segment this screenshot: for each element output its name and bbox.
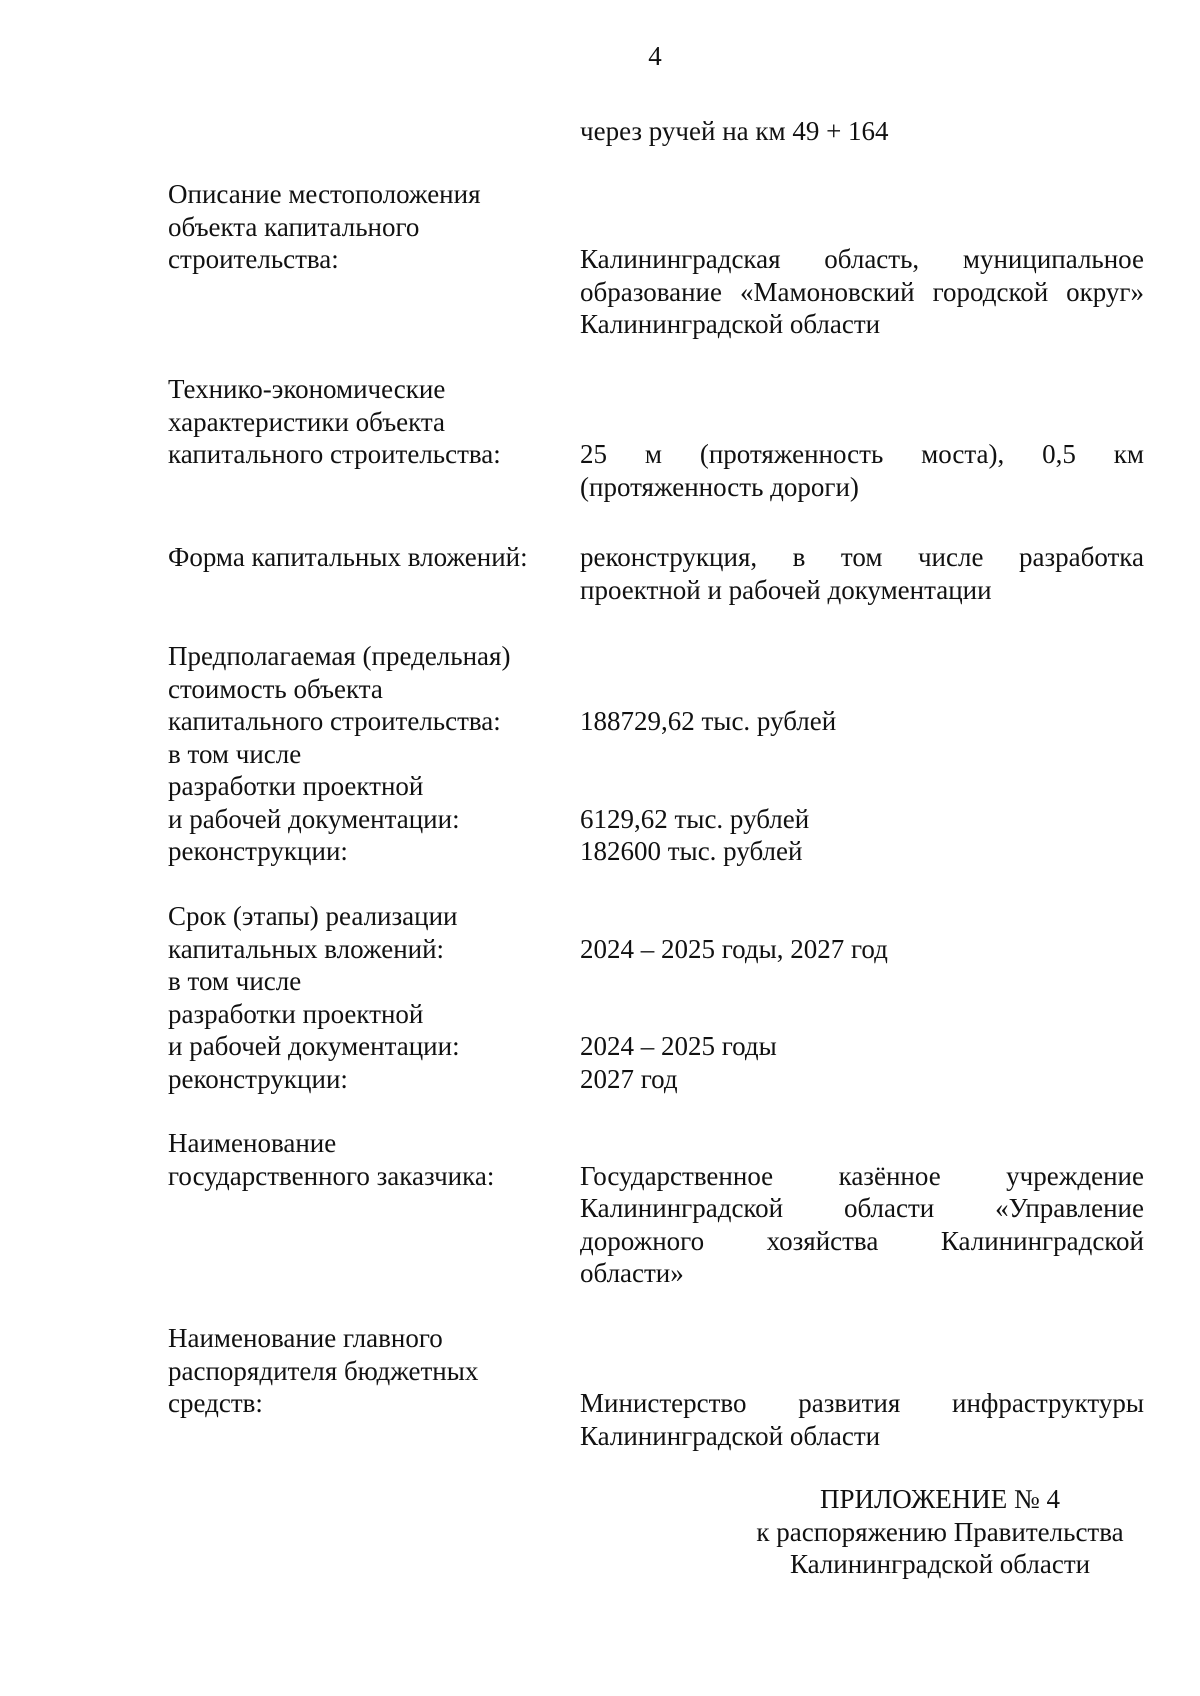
appendix-title: ПРИЛОЖЕНИЕ № 4 [819, 1484, 1061, 1514]
text-line: в том числе [168, 966, 302, 996]
text-line: капитального строительства: [168, 706, 501, 736]
timeline-reconstruction: 2027 год [580, 1063, 678, 1094]
customer-label [168, 1127, 568, 1192]
text-line: стоимость объекта [168, 673, 383, 704]
text-line: Технико-экономические [168, 374, 446, 404]
text-line: реконструкции: [168, 836, 348, 866]
appendix-block [730, 1483, 1150, 1581]
text-line: разработки проектной [168, 998, 424, 1029]
text-line: разработки проектной [168, 771, 424, 801]
page-number: 4 [648, 41, 662, 71]
text-line: Калининградской области [580, 309, 881, 339]
cost-design: 6129,62 тыс. рублей [580, 803, 810, 834]
characteristics-value [580, 438, 1144, 503]
text-line: Государственное казённое учреждение [580, 1160, 1144, 1191]
text-line: распорядителя бюджетных [168, 1355, 479, 1386]
text-line: строительства: [168, 244, 339, 274]
text-line: и рабочей документации: [168, 803, 460, 834]
cost-label [168, 640, 568, 868]
cost-reconstruction: 182600 тыс. рублей [580, 836, 803, 866]
appendix-line: Калининградской области [789, 1549, 1091, 1579]
timeline-total: 2024 – 2025 годы, 2027 год [580, 933, 888, 964]
timeline-design: 2024 – 2025 годы [580, 1031, 777, 1061]
header-continuation [580, 115, 1144, 148]
text-line: средств: [168, 1388, 263, 1418]
text-line: Наименование главного [168, 1323, 443, 1353]
text-line: Форма капитальных вложений: [168, 542, 528, 572]
text-line: Предполагаемая (предельная) [168, 641, 511, 671]
location-value [580, 243, 1144, 341]
cost-total: 188729,62 тыс. рублей [580, 706, 837, 736]
text-line: Калининградская область, муниципальное [580, 244, 1144, 274]
text-line: Описание местоположения [168, 179, 481, 209]
text-line: характеристики объекта [168, 406, 446, 437]
text-line: Наименование [168, 1128, 337, 1158]
cost-values [580, 640, 1144, 868]
investment-form-label [168, 541, 568, 574]
text-line: капитальных вложений: [168, 933, 445, 964]
location-label [168, 178, 568, 276]
text-line: реконструкции: [168, 1063, 348, 1094]
customer-value [580, 1160, 1144, 1290]
text-line: реконструкция, в том числе разработка [580, 542, 1144, 572]
appendix-line: к распоряжению Правительства [756, 1516, 1124, 1547]
timeline-values [580, 900, 1144, 1095]
text-line: области» [580, 1258, 684, 1288]
text-line: проектной и рабочей документации [580, 574, 992, 605]
text-line: (протяженность дороги) [580, 471, 859, 502]
budget-manager-label [168, 1322, 568, 1420]
text-line: дорожного хозяйства Калининградской [580, 1225, 1144, 1256]
text-line: 25 м (протяженность моста), 0,5 км [580, 439, 1144, 469]
text-line: образование «Мамоновский городской округ» [580, 276, 1144, 307]
text-line: Срок (этапы) реализации [168, 901, 458, 931]
text-line: объекта капитального [168, 211, 420, 242]
budget-manager-value [580, 1387, 1144, 1452]
text-line: в том числе [168, 738, 302, 769]
text-line: и рабочей документации: [168, 1031, 460, 1061]
text-line: Министерство развития инфраструктуры [580, 1388, 1144, 1418]
text-line: через ручей на км 49 + 164 [580, 116, 889, 146]
characteristics-label [168, 373, 568, 471]
text-line: Калининградской области [580, 1420, 881, 1451]
text-line: Калининградской области «Управление [580, 1193, 1144, 1223]
text-line: капитального строительства: [168, 439, 501, 469]
text-line: государственного заказчика: [168, 1160, 495, 1191]
investment-form-value [580, 541, 1144, 606]
timeline-label [168, 900, 568, 1095]
